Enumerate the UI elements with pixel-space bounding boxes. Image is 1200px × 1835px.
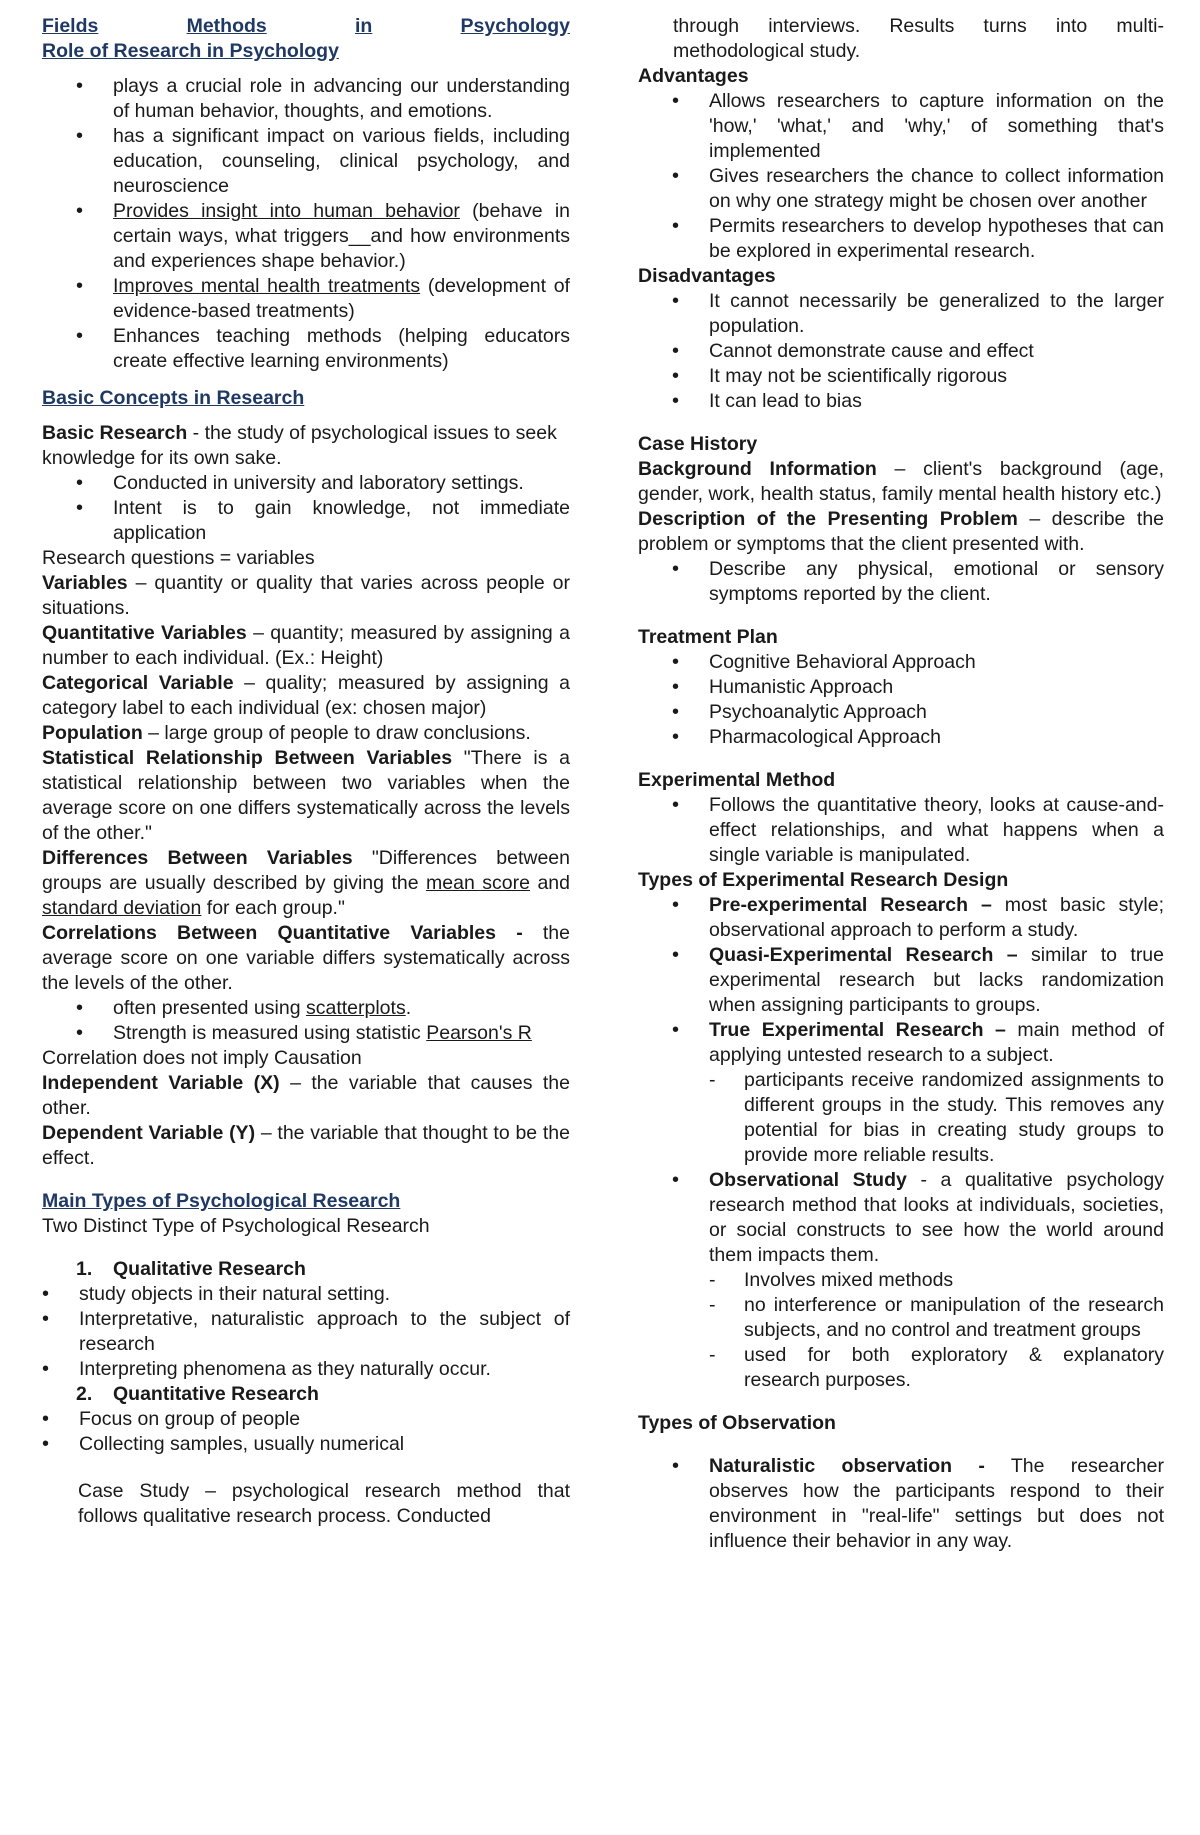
item-text: Strength is measured using statistic [113,1022,427,1044]
section-heading-role: Role of Research in Psychology [42,40,339,62]
term: Description of the Presenting Problem [638,508,1018,530]
causation-line: Correlation does not imply Causation [42,1047,362,1069]
list-item: • Collecting samples, usually numerical [8,1432,570,1457]
definition: main method of applying untested research to a subject. [709,1019,1164,1066]
list-item: • Describe any physical, emotional or sensory symptoms reported by the client. [638,557,1164,607]
list-item: • Intent is to gain knowledge, not immediate application [42,496,570,546]
definition: The researcher observes how the participants respond to their environment in "real-life" settings but does not influence their behavior in any way. [709,1455,1165,1552]
list-item: • plays a crucial role in advancing our understanding of human behavior, thoughts, and emotions. [42,74,570,124]
dash-item: - no interference or manipulation of the research subjects, and no control and treatment groups [709,1293,1164,1343]
numbered-item [42,1257,570,1282]
experimental-list [638,793,1164,868]
item-text: (development of evidence-based treatments) [113,275,570,322]
list-item: • Cannot demonstrate cause and effect [638,339,1164,364]
term: Statistical Relationship Between Variables [42,747,453,769]
qualitative-heading-list [42,1257,570,1282]
title-word: Fields [42,15,99,37]
definition: – client's background (age, gender, work, health status, family mental health history etc.) [638,458,1164,505]
basic-research-list [42,471,570,546]
item-text: often presented using [113,997,306,1019]
design-types-list [638,893,1164,1393]
types-observation-heading: Types of Observation [638,1412,836,1434]
definition: "Differences between groups are usually described by giving the [42,847,570,894]
item-text: . [405,997,412,1019]
independent-variable-def [42,1071,570,1121]
dash-item: - participants receive randomized assignments to different groups in the study. This removes any potential for bias in creating study groups to provide more reliable results. [709,1068,1164,1168]
list-item: • Humanistic Approach [638,675,1164,700]
term: Naturalistic observation - [709,1455,985,1477]
case-study-continued: through interviews. Results turns into multi-methodological study. [673,15,1164,62]
correlations-def [42,921,570,996]
definition: – quality; measured by assigning a category label to each individual (ex: chosen major) [42,672,571,719]
section-heading-main-types: Main Types of Psychological Research [42,1190,401,1212]
list-item: • Pharmacological Approach [638,725,1164,750]
list-item [42,1021,570,1046]
list-item: • Interpretative, naturalistic approach to the subject of research [8,1307,570,1357]
categorical-variable-def [42,671,570,721]
dash-item: - used for both exploratory & explanatory research purposes. [709,1343,1164,1393]
item-number: 1. [76,1258,93,1280]
definition: the average score on one variable differs systematically across the levels of the other. [42,922,570,994]
quantitative-variables-def [42,621,570,671]
disadvantages-heading: Disadvantages [638,265,776,287]
item-title: Quantitative Research [113,1383,319,1405]
case-study-text: Case Study – psychological research method that follows qualitative research process. Conducted [78,1480,570,1527]
list-item: • Interpreting phenomena as they naturally occur. [8,1357,570,1382]
term: Independent Variable (X) [42,1072,280,1094]
dependent-variable-def [42,1121,570,1171]
definition: and [529,872,570,894]
differences-def [42,846,570,921]
title-word: Methods [186,15,267,37]
list-item: • Allows researchers to capture information on the 'how,' 'what,' and 'why,' of something that's implemented [638,89,1164,164]
list-item [42,274,570,324]
item-number: 2. [76,1383,93,1405]
quantitative-heading-list [42,1382,570,1407]
presenting-problem-list [638,557,1164,607]
disadvantages-list [638,289,1164,414]
underlined-term: standard deviation [42,897,202,919]
population-def [42,721,570,746]
list-item [42,996,570,1021]
definition: – the variable that thought to be the effect. [42,1122,570,1169]
title-word: Psychology [460,15,570,37]
term: Observational Study [709,1169,907,1191]
list-item: • Permits researchers to develop hypotheses that can be explored in experimental research. [638,214,1164,264]
list-item: • It can lead to bias [638,389,1164,414]
advantages-list [638,89,1164,264]
definition: - a qualitative psychology research method that looks at individuals, societies, or social constructs to see how the world around them impacts them. [709,1169,1164,1266]
variables-def [42,571,570,621]
left-column [42,14,570,1529]
term: Pre-experimental Research – [709,894,992,916]
list-item: • Follows the quantitative theory, looks at cause-and-effect relationships, and what happens when a single variable is manipulated. [638,793,1164,868]
true-experimental-sublist [709,1068,1164,1168]
list-item [638,1454,1164,1554]
document-title [42,14,570,39]
term: Correlations Between Quantitative Variables - [42,922,523,944]
underlined-term: Pearson's R [426,1022,532,1044]
term: Population [42,722,143,744]
list-item: • It cannot necessarily be generalized to the larger population. [638,289,1164,339]
title-word: in [354,15,373,37]
list-item: • It may not be scientifically rigorous [638,364,1164,389]
case-history-heading: Case History [638,433,758,455]
term: True Experimental Research – [709,1019,1006,1041]
term: Dependent Variable (Y) [42,1122,256,1144]
presenting-problem-def [638,507,1164,557]
observational-sublist [709,1268,1164,1393]
list-item: • Cognitive Behavioral Approach [638,650,1164,675]
definition: – describe the problem or symptoms that the client presented with. [638,508,1165,555]
basic-research-def [42,421,570,471]
section-heading-basic-concepts: Basic Concepts in Research [42,387,305,409]
list-item [638,1168,1164,1393]
treatment-plan-heading: Treatment Plan [638,626,778,648]
definition: – quantity; measured by assigning a number to each individual. (Ex.: Height) [42,622,570,669]
list-item: • Focus on group of people [8,1407,570,1432]
item-text: (behave in certain ways, what triggers__and how environments and experiences shape behavior.) [113,200,570,272]
numbered-item [42,1382,570,1407]
dash-item: - Involves mixed methods [709,1268,1164,1293]
two-types-line: Two Distinct Type of Psychological Research [42,1215,430,1237]
list-item [42,199,570,274]
correlations-list [42,996,570,1046]
list-item: • Conducted in university and laboratory settings. [42,471,570,496]
observation-types-list [638,1454,1164,1554]
right-column [638,14,1164,1554]
quantitative-list [8,1407,570,1457]
experimental-method-heading: Experimental Method [638,769,836,791]
list-item [638,943,1164,1018]
qualitative-list [8,1282,570,1382]
statistical-relationship-def [42,746,570,846]
definition: – the variable that causes the other. [42,1072,571,1119]
list-item: • has a significant impact on various fields, including education, counseling, clinical psychology, and neuroscience [42,124,570,199]
advantages-heading: Advantages [638,65,749,87]
underlined-term: Provides insight into human behavior [113,200,460,222]
list-item: • Gives researchers the chance to collect information on why one strategy might be chosen over another [638,164,1164,214]
definition: for each group." [201,897,345,919]
underlined-term: scatterplots [305,997,406,1019]
definition: "There is a statistical relationship between two variables when the average score on one differs systematically across the levels of the other." [42,747,571,844]
term: Background Information [638,458,877,480]
research-questions-line: Research questions = variables [42,547,315,569]
treatment-list [638,650,1164,750]
item-title: Qualitative Research [113,1258,306,1280]
underlined-term: Improves mental health treatments [113,275,421,297]
underlined-term: mean score [426,872,530,894]
term: Basic Research [42,422,188,444]
definition: similar to true experimental research but lacks randomization when assigning participants to groups. [709,944,1164,1016]
term: Differences Between Variables [42,847,353,869]
definition: – large group of people to draw conclusions. [142,722,531,744]
list-item [638,1018,1164,1168]
term: Categorical Variable [42,672,234,694]
types-design-heading: Types of Experimental Research Design [638,869,1009,891]
definition: most basic style; observational approach to perform a study. [709,894,1165,941]
list-item: • Psychoanalytic Approach [638,700,1164,725]
list-item: • study objects in their natural setting. [8,1282,570,1307]
list-item [638,893,1164,943]
definition: - the study of psychological issues to seek knowledge for its own sake. [42,422,557,469]
term: Quasi-Experimental Research – [709,944,1018,966]
term: Quantitative Variables [42,622,247,644]
definition: – quantity or quality that varies across people or situations. [42,572,570,619]
role-list [42,74,570,374]
list-item: • Enhances teaching methods (helping educators create effective learning environments) [42,324,570,374]
term: Variables [42,572,128,594]
background-info-def [638,457,1164,507]
